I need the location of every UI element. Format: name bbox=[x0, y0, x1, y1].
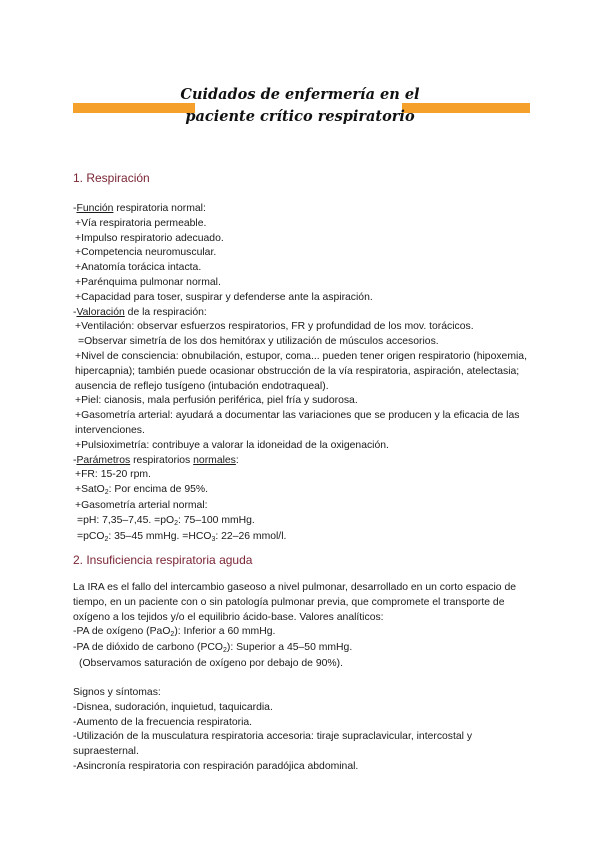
list-item: -Disnea, sudoración, inquietud, taquicardia. bbox=[73, 701, 273, 713]
normales-term: normales bbox=[193, 454, 236, 466]
signos-heading: Signos y síntomas: bbox=[73, 687, 161, 698]
pulsioximetria-item: +Pulsioximetría: contribuye a valorar la idoneidad de la oxigenación. bbox=[75, 439, 389, 451]
list-item: +Parénquima pulmonar normal. bbox=[75, 276, 221, 288]
fr-item: +FR: 15-20 rpm. bbox=[75, 469, 151, 481]
piel-item: +Piel: cianosis, mala perfusión periférica, piel fría y sudorosa. bbox=[75, 395, 358, 407]
document-title bbox=[176, 84, 424, 128]
list-item: +Vía respiratoria permeable. bbox=[75, 217, 207, 229]
hco3-value: $=HCO_3$: 22–26 mmol/l. bbox=[182, 530, 287, 543]
section-heading-respiracion: 1. Respiración bbox=[73, 171, 150, 185]
title-line-1: Cuidados de enfermería en el bbox=[180, 86, 420, 103]
saturacion-note: (Observamos saturación de oxígeno por debajo de 90%). bbox=[79, 657, 343, 669]
gasometria-normal-item: +Gasometría arterial normal: bbox=[75, 499, 208, 511]
funcion-line: -Función respiratoria normal: bbox=[73, 203, 206, 214]
valoracion-term: Valoración bbox=[76, 306, 125, 318]
list-item: +Competencia neuromuscular. bbox=[75, 247, 217, 259]
conciencia-item: +Nivel de consciencia: obnubilación, estupor, coma... pueden tener origen respiratorio (hipoxemia, hipercapnia); también puede ocasionar obstrucción de la vía respiratoria, aspiración, atelectasia; ausencia de reflejo tusígeno (intubación endotraqueal). bbox=[75, 350, 527, 392]
parametros-term: Parámetros bbox=[76, 454, 131, 466]
sato2-item: +SatO$_2$: Por encima de 95%. bbox=[75, 484, 208, 497]
signos-sintomas-block bbox=[73, 686, 533, 775]
simetria-item: =Observar simetría de los dos hemitórax y utilización de músculos accesorios. bbox=[78, 336, 439, 348]
list-item: -Asincronía respiratoria con respiración paradójica abdominal. bbox=[73, 760, 359, 772]
gas-values-row-1 bbox=[73, 514, 533, 530]
gasometria-item: +Gasometría arterial: ayudará a documentar las variaciones que se producen y la eficacia de las intervenciones. bbox=[75, 410, 520, 436]
parametros-line: -Parámetros respiratorios normales: bbox=[73, 454, 239, 466]
section-insuficiencia-body bbox=[73, 581, 533, 672]
pco2-value: =pCO$_2$: 35–45 mmHg. bbox=[77, 530, 180, 543]
ira-intro-paragraph: La IRA es el fallo del intercambio gaseoso a nivel pulmonar, desarrollado en un corto espacio de tiempo, en un paciente con o sin patología pulmonar previa, que compromete el transporte de oxígeno a los tejidos y/o el equilibrio ácido-base. Valores analíticos: bbox=[73, 582, 517, 623]
list-item: +Anatomía torácica intacta. bbox=[75, 262, 202, 274]
ph-value: =pH: 7,35–7,45. bbox=[77, 514, 152, 526]
pao2-item: -PA de oxígeno (PaO$_2$): Inferior a 60 mmHg. bbox=[73, 626, 276, 639]
section-heading-insuficiencia: 2. Insuficiencia respiratoria aguda bbox=[73, 553, 253, 567]
gas-values-row-2 bbox=[73, 530, 533, 546]
funcion-term: Función bbox=[76, 203, 114, 214]
ventilacion-item: +Ventilación: observar esfuerzos respiratorios, FR y profundidad de los mov. torácicos. bbox=[75, 321, 474, 333]
title-line-2: paciente crítico respiratorio bbox=[185, 108, 415, 125]
pco2-item: -PA de dióxido de carbono $(PCO_2)$: Superior a 45–50 mmHg. bbox=[73, 642, 353, 655]
po2-value: $=pO_2$: 75–100 mmHg. bbox=[154, 514, 255, 527]
list-item: -Utilización de la musculatura respiratoria accesoria: tiraje supraclavicular, intercostal y supraesternal. bbox=[73, 731, 473, 758]
list-item: -Aumento de la frecuencia respiratoria. bbox=[73, 716, 253, 728]
valoracion-line: -Valoración de la respiración: bbox=[73, 306, 207, 318]
list-item: +Capacidad para toser, suspirar y defenderse ante la aspiración. bbox=[75, 291, 373, 303]
section-respiracion-body bbox=[73, 202, 533, 545]
list-item: +Impulso respiratorio adecuado. bbox=[75, 232, 224, 244]
